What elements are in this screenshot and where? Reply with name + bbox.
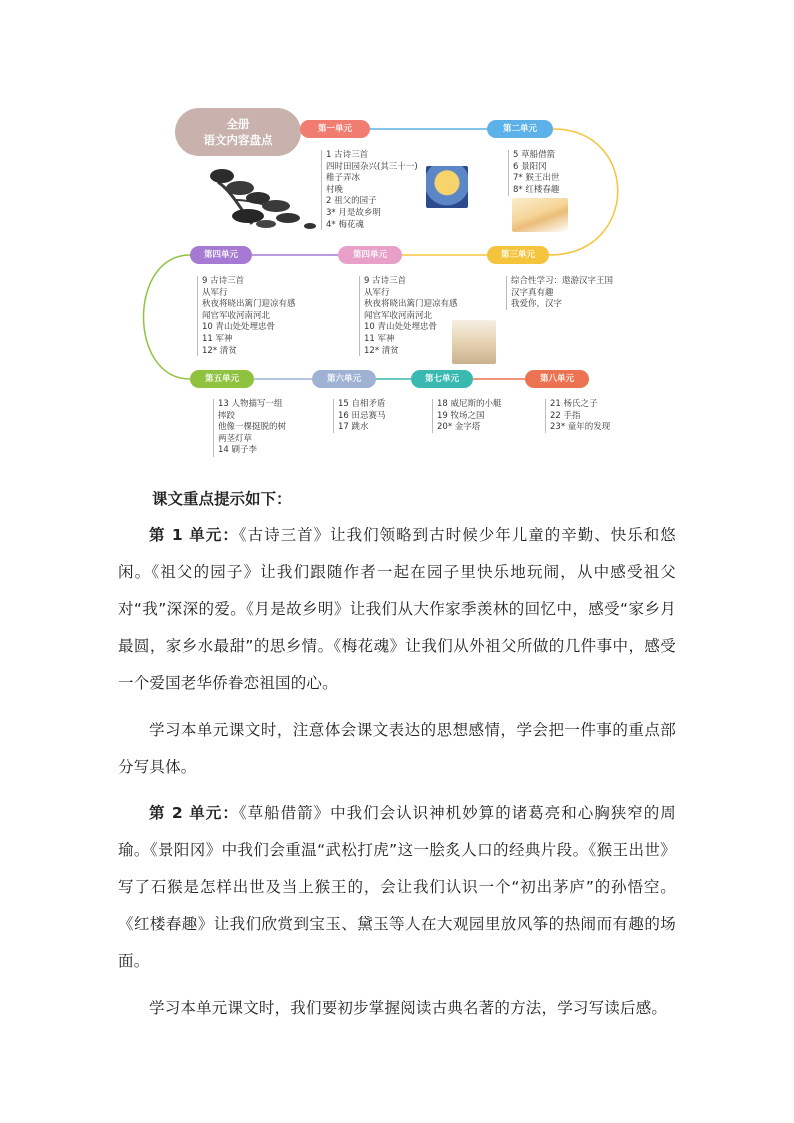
list-item: 秋夜将晓出篱门迎凉有感 [202,299,296,310]
unit-pill-1: 第一单元 [300,120,370,138]
list-item: 四时田园杂兴(其三十一) [326,161,418,172]
list-item: 4* 梅花魂 [326,219,364,230]
unit-list-3 [511,276,613,311]
mindmap-title-line2: 语文内容盘点 [203,133,273,147]
list-item: 13 人物描写一组 [218,399,283,409]
unit2-text: 《草船借箭》中我们会认识神机妙算的诸葛亮和心胸狭窄的周瑜。《景阳冈》中我们会重温“武松打虎”这一脍炙人口的经典片段。《猴王出世》写了石猴是怎样出世及当上猴王的，会让我们认识一个“初出茅庐”的孙悟空。《红楼春趣》让我们欣赏到宝玉、黛玉等人在大观园里放风筝的热闹而有趣的场面。 [118,804,676,970]
list-item: 两茎灯草 [218,433,253,444]
unit-list-4b [364,276,458,357]
list-item: 16 田忌赛马 [338,410,386,421]
mindmap-title-line1: 全册 [226,117,250,131]
list-guide-4a [197,276,198,356]
list-item: 他像一棵挺脱的树 [218,422,287,433]
monkey-king-illustration [512,198,568,232]
list-item: 21 杨氏之子 [550,399,598,409]
list-item: 摔跤 [218,410,236,421]
list-item: 5 草船借箭 [513,150,556,160]
unit2-paragraph [118,795,676,980]
unit-pill-4a: 第四单元 [190,246,252,264]
list-item: 19 牧场之国 [437,410,485,421]
list-item: 汉字真有趣 [511,287,554,298]
pine-tree-illustration [210,169,316,229]
unit2-study-tip: 学习本单元课文时，我们要初步掌握阅读古典名著的方法，学习写读后感。 [149,999,668,1017]
boy-illustration [426,166,468,208]
list-guide-4b [359,276,360,356]
list-item: 从军行 [202,287,228,298]
mindmap-title [175,108,301,156]
list-item: 2 祖父的园子 [326,196,377,207]
section-heading: 课文重点提示如下： [152,490,292,508]
list-item: 10 青山处处埋忠骨 [202,322,276,333]
list-item: 6 景阳冈 [513,161,547,172]
list-guide-7 [432,399,433,433]
list-guide-6 [333,399,334,433]
unit1-study-tip: 学习本单元课文时，注意体会课文表达的思想感情，学会把一件事的重点部分写具体。 [118,721,676,776]
list-item: 8* 红楼春趣 [513,184,560,195]
list-item: 7* 猴王出世 [513,173,560,184]
soldier-illustration [452,320,496,364]
unit1-label: 第 1 单元： [149,526,239,544]
list-guide-1 [321,150,322,230]
unit-list-4a [202,276,296,357]
list-item: 9 古诗三首 [202,276,245,286]
list-item: 1 古诗三首 [326,150,369,160]
list-item: 稚子弄冰 [326,173,361,184]
list-item: 18 威尼斯的小艇 [437,399,502,409]
list-item: 3* 月是故乡明 [326,207,381,218]
unit2-label: 第 2 单元： [149,804,239,822]
unit-list-8 [550,399,610,434]
list-item: 村晚 [326,184,344,195]
list-item: 14 刷子李 [218,445,258,456]
list-item: 综合性学习：遨游汉字王国 [511,276,614,286]
list-item: 我爱你，汉字 [511,299,563,310]
content-mindmap [140,100,660,470]
unit-pill-2: 第二单元 [487,120,553,138]
unit-pill-6: 第六单元 [312,370,376,388]
unit-pill-5: 第五单元 [190,370,254,388]
unit-list-2 [513,150,559,196]
unit-list-1 [326,150,418,231]
list-guide-5 [213,399,214,457]
unit-pill-7: 第七单元 [411,370,473,388]
list-item: 22 手指 [550,410,581,421]
list-item: 12* 清贫 [364,345,399,356]
list-item: 17 跳水 [338,422,369,433]
list-item: 从军行 [364,287,390,298]
list-guide-2 [508,150,509,196]
unit-pill-3: 第三单元 [487,246,549,264]
unit1-text: 《古诗三首》让我们领略到古时候少年儿童的辛勤、快乐和悠闲。《祖父的园子》让我们跟随作者一起在园子里快乐地玩闹，从中感受祖父对“我”深深的爱。《月是故乡明》让我们从大作家季羡林的回忆中，感受“家乡月最圆，家乡水最甜”的思乡情。《梅花魂》让我们从外祖父所做的几件事中，感受一个爱国老华侨眷恋祖国的心。 [118,526,676,692]
list-item: 20* 金字塔 [437,422,481,433]
list-item: 闻官军收河南河北 [202,310,271,321]
list-item: 9 古诗三首 [364,276,407,286]
unit-pill-4b: 第四单元 [338,246,402,264]
unit-list-6 [338,399,386,434]
unit1-paragraph [118,517,676,702]
unit-list-5 [218,399,286,457]
list-item: 闻官军收河南河北 [364,310,433,321]
list-guide-8 [545,399,546,433]
list-item: 10 青山处处埋忠骨 [364,322,438,333]
list-item: 秋夜将晓出篱门迎凉有感 [364,299,458,310]
unit-list-7 [437,399,502,434]
connector-unit4a-unit5 [144,255,191,379]
list-item: 11 军神 [364,333,395,344]
list-item: 15 自相矛盾 [338,399,386,409]
unit-pill-8: 第八单元 [525,370,589,388]
list-item: 12* 清贫 [202,345,237,356]
list-item: 11 军神 [202,333,233,344]
list-guide-3 [506,276,507,310]
list-item: 23* 童年的发现 [550,422,611,433]
